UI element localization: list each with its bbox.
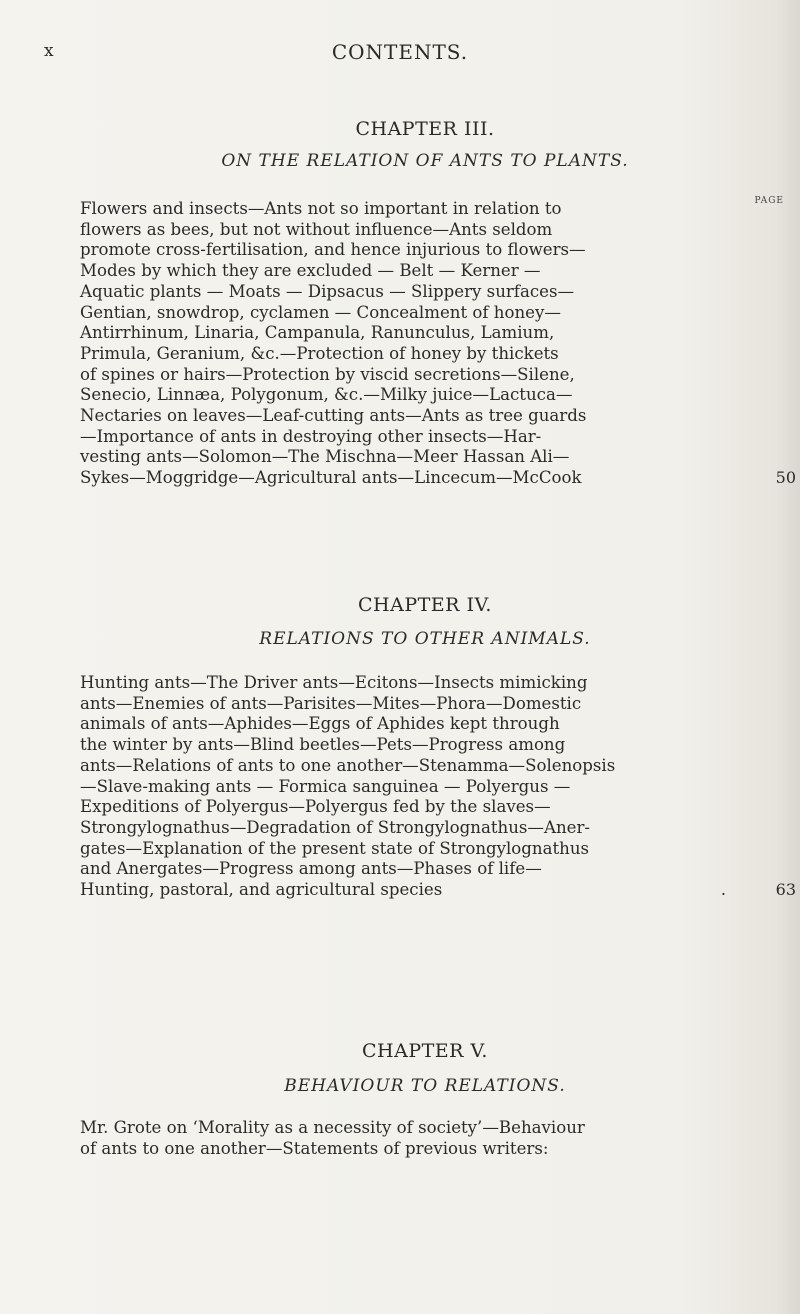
summary-line: Flowers and insects—Ants not so important in relation to [80, 199, 562, 218]
summary-line: Nectaries on leaves—Leaf-cutting ants—Ants as tree guards [80, 406, 587, 426]
page-number: 63 [775, 880, 796, 900]
summary-line: Aquatic plants — Moats — Dipsacus — Slippery surfaces— [80, 281, 575, 301]
summary-line: the winter by ants—Blind beetles—Pets—Progress among [80, 735, 566, 755]
summary-line: —Slave-making ants — Formica sanguinea — Polyergus — [80, 776, 571, 796]
chapter-iv [80, 594, 796, 901]
summary-line: Modes by which they are excluded — Belt — Kerner — [80, 261, 541, 281]
chapter-subtitle: ON THE RELATION OF ANTS TO PLANTS. [221, 151, 629, 171]
chapter-summary [80, 673, 796, 901]
summary-line: of spines or hairs—Protection by viscid secretions—Silene, [80, 364, 575, 384]
summary-line: flowers as bees, but not without influence—Ants seldom [80, 219, 553, 239]
summary-line: ants—Relations of ants to one another—Stenamma—Solenopsis [80, 755, 616, 775]
summary-line: Sykes—Moggridge—Agricultural ants—Lincecum—McCook [80, 468, 582, 488]
summary-line: ants—Enemies of ants—Parisites—Mites—Phora—Domestic [80, 693, 582, 713]
summary-line: Senecio, Linnæa, Polygonum, &c.—Milky juice—Lactuca— [80, 385, 573, 405]
chapter-title: CHAPTER III. [355, 118, 495, 140]
summary-line: Strongylognathus—Degradation of Strongylognathus—Aner- [80, 817, 591, 837]
chapter-iii [80, 118, 796, 489]
summary-line: Hunting ants—The Driver ants—Ecitons—Insects mimicking [80, 673, 588, 692]
running-title: CONTENTS. [331, 40, 469, 64]
summary-line: animals of ants—Aphides—Eggs of Aphides kept through [80, 714, 560, 734]
page-number: 50 [775, 468, 796, 488]
dot-leader: . [720, 880, 726, 900]
summary-line: Antirrhinum, Linaria, Campanula, Ranunculus, Lamium, [80, 323, 555, 343]
summary-line: —Importance of ants in destroying other insects—Har- [80, 426, 542, 446]
chapter-subtitle: RELATIONS TO OTHER ANIMALS. [259, 629, 591, 649]
summary-line: Gentian, snowdrop, cyclamen — Concealment of honey— [80, 302, 561, 322]
chapter-v [80, 1040, 770, 1159]
summary-line: gates—Explanation of the present state of Strongylognathus [80, 838, 590, 858]
summary-line: Hunting, pastoral, and agricultural species [80, 880, 443, 900]
running-header [30, 40, 770, 70]
summary-line: and Anergates—Progress among ants—Phases of life— [80, 859, 542, 879]
summary-line: Expeditions of Polyergus—Polyergus fed by the slaves— [80, 797, 551, 817]
summary-line: of ants to one another—Statements of previous writers: [80, 1138, 549, 1158]
summary-line: vesting ants—Solomon—The Mischna—Meer Hassan Ali— [80, 447, 570, 467]
summary-line: Primula, Geranium, &c.—Protection of honey by thickets [80, 343, 559, 363]
chapter-subtitle: BEHAVIOUR TO RELATIONS. [284, 1076, 566, 1096]
chapter-title: CHAPTER IV. [358, 594, 492, 616]
summary-line: Mr. Grote on ‘Morality as a necessity of society’—Behaviour [80, 1118, 585, 1137]
page-roman-numeral: x [44, 41, 54, 61]
chapter-title: CHAPTER V. [362, 1040, 488, 1062]
chapter-summary [80, 1118, 770, 1159]
page-column-label: PAGE [754, 196, 784, 206]
summary-line: promote cross-fertilisation, and hence injurious to flowers— [80, 240, 586, 260]
